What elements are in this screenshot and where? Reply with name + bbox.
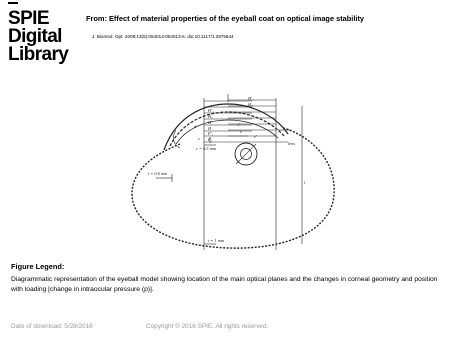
logo-word-library: Library [8,44,69,65]
copyright-notice: Copyright © 2016 SPIE. All rights reserved. [146,323,269,330]
label-top-thickness: c = 0.5 mm [196,146,217,151]
figure-legend-heading: Figure Legend: [11,262,65,271]
eyeball-diagram-svg [128,44,350,254]
lens-diagonal [236,144,256,164]
label-lens: lens [288,141,296,146]
label-s: s [198,136,200,141]
label-h1: H₁ [248,102,253,107]
label-h2p: H′₂ [208,108,214,113]
label-hp: H′ [208,120,213,125]
eyeball-outline [132,128,334,248]
label-d: d [194,124,197,129]
label-f1p: F′₁ [208,131,214,136]
label-h1p: H′₁ [248,96,254,101]
cornea-outer-loaded [164,104,288,150]
logo-word-digital: Digital [8,26,62,47]
label-h2: H₂ [208,114,213,119]
label-h: H [208,126,212,131]
logo-bar [8,2,18,4]
figure-legend-text: Diagrammatic representation of the eyeball model showing location of the main optical planes and the changes in corneal geometry and position with loading [change in intraocular pressure (p)]. [11,276,438,293]
download-date: Date of download: 5/28/2016 [11,323,93,330]
label-l: l [304,180,306,185]
label-bottom-thickness: t = 1 mm [208,238,225,243]
cornea-inner [176,120,278,144]
label-ip: i′ [238,122,241,127]
eyeball-diagram [128,44,350,254]
figure-title: From: Effect of material properties of the eyeball coat on optical image stability [86,14,365,23]
label-f1: F₁ [208,137,213,142]
label-z: z [240,129,242,134]
label-ep: e′ [254,134,257,139]
logo-word-spie: SPIE [8,8,49,29]
citation-link[interactable]: J. Biomed. Opt. 2008;13(5):054013-054013-6. doi:10.1117/1.2975844 [92,34,234,39]
label-side-thickness: t = 0.6 mm [148,171,168,176]
